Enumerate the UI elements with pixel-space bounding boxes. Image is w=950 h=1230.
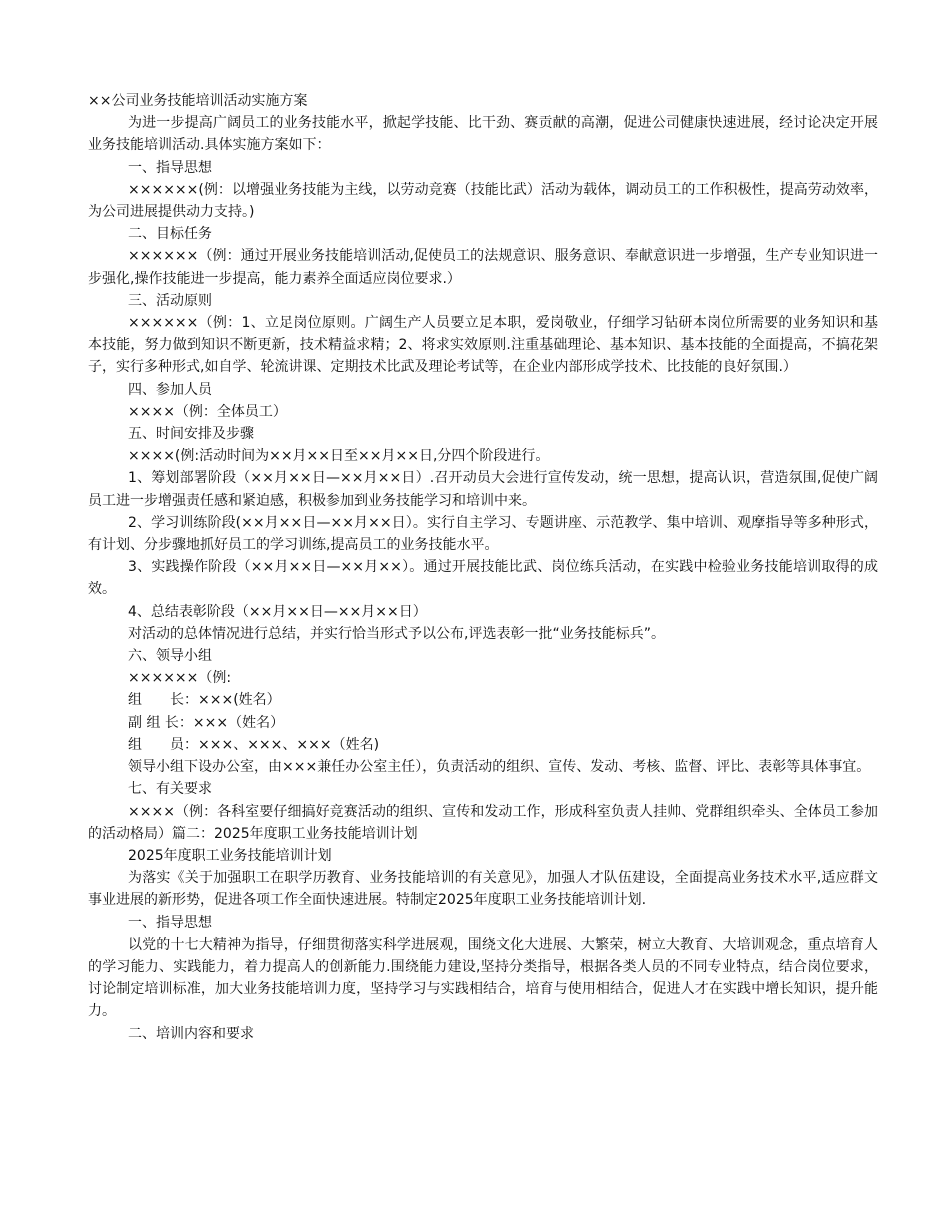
intro-paragraph: 为进一步提高广阔员工的业务技能水平，掀起学技能、比干劲、赛贡献的高潮，促进公司健康快速进展，经讨论决定开展业务技能培训活动.具体实施方案如下： <box>88 115 878 154</box>
section-heading: 一、指导思想 <box>128 914 212 931</box>
section-heading: 二、培训内容和要求 <box>128 1025 254 1042</box>
document-title: ××公司业务技能培训活动实施方案 <box>88 93 308 109</box>
member-line: 组 员：×××、×××、×××（姓名) <box>128 736 380 753</box>
document-body <box>88 90 878 1045</box>
body-paragraph: ××××××(例：以增强业务技能为主线，以劳动竞赛（技能比武）活动为载体，调动员工的工作积极性，提高劳动效率，为公司进展提供动力支持。) <box>88 181 878 221</box>
list-item: 1、筹划部署阶段（××月××日—××月××日）.召开动员大会进行宣传发动，统一思想，提高认识，营造氛围,促使广阔员工进一步增强责任感和紧迫感，积极参加到业务技能学习和培训中来。 <box>88 470 878 509</box>
body-paragraph: ××××××（例：1、立足岗位原则。广阔生产人员要立足本职，爱岗敬业，仔细学习钻研本岗位所需要的业务知识和基本技能，努力做到知识不断更新，技术精益求精；2、将求实效原则.注重基础理论、基本知识、基本技能的全面提高，不搞花架子，实行多种形式,如自学、轮流讲课、定期技术比武及理论考试等，在企业内部形成学技术、比技能的良好氛围.） <box>88 315 878 376</box>
member-line: 副 组 长：×××（姓名） <box>128 714 285 731</box>
body-paragraph: 以党的十七大精神为指导，仔细贯彻落实科学进展观，围绕文化大进展、大繁荣，树立大教育、大培训观念，重点培育人的学习能力、实践能力，着力提高人的创新能力.围绕能力建设,坚持分类指导，根据各类人员的不同专业特点，结合岗位要求，讨论制定培训标准，加大业务技能培训力度，坚持学习与实践相结合，培育与使用相结合，促进人才在实践中增长知识，提升能力。 <box>88 936 878 1020</box>
list-item: 2、学习训练阶段(××月××日—××月××日）。实行自主学习、专题讲座、示范教学、集中培训、观摩指导等多种形式，有计划、分步骤地抓好员工的学习训练,提高员工的业务技能水平。 <box>88 514 878 554</box>
body-paragraph: ××××（例：全体员工） <box>128 403 287 420</box>
list-item: 4、总结表彰阶段（××月××日—××月××日） <box>128 603 427 620</box>
body-paragraph: 为落实《关于加强职工在职学历教育、业务技能培训的有关意见》，加强人才队伍建设，全面提高业务技术水平,适应群文事业进展的新形势，促进各项工作全面快速进展。特制定2025年度职工业务技能培训计划. <box>88 870 878 909</box>
body-paragraph: ××××(例:活动时间为××月××日至××月××日,分四个阶段进行。 <box>128 448 550 465</box>
body-paragraph: 领导小组下设办公室，由×××兼任办公室主任），负责活动的组织、宣传、发动、考核、监督、评比、表彰等具体事宜。 <box>128 759 871 776</box>
section-heading: 一、指导思想 <box>128 159 212 176</box>
list-item: 3、实践操作阶段（××月××日—××月××）。通过开展技能比武、岗位练兵活动，在实践中检验业务技能培训取得的成效。 <box>88 559 878 598</box>
section-heading: 六、领导小组 <box>128 648 212 665</box>
body-paragraph: 对活动的总体情况进行总结，并实行恰当形式予以公布,评选表彰一批“业务技能标兵”。 <box>128 625 665 642</box>
section-heading: 五、时间安排及步骤 <box>128 426 254 443</box>
body-paragraph: ××××××（例: <box>128 670 232 687</box>
body-paragraph: ××××××（例：通过开展业务技能培训活动,促使员工的法规意识、服务意识、奉献意识进一步增强，生产专业知识进一步强化,操作技能进一步提高，能力素养全面适应岗位要求.） <box>88 248 878 287</box>
body-paragraph: ××××（例：各科室要仔细搞好竞赛活动的组织、宣传和发动工作，形成科室负责人挂帅、党群组织牵头、全体员工参加的活动格局）篇二：2025年度职工业务技能培训计划 <box>88 803 878 842</box>
member-line: 组 长：×××(姓名） <box>128 692 281 709</box>
section-heading: 二、目标任务 <box>128 226 212 243</box>
section-heading: 四、参加人员 <box>128 381 212 398</box>
second-document-title: 2025年度职工业务技能培训计划 <box>128 847 332 864</box>
section-heading: 三、活动原则 <box>128 292 212 309</box>
section-heading: 七、有关要求 <box>128 781 212 798</box>
